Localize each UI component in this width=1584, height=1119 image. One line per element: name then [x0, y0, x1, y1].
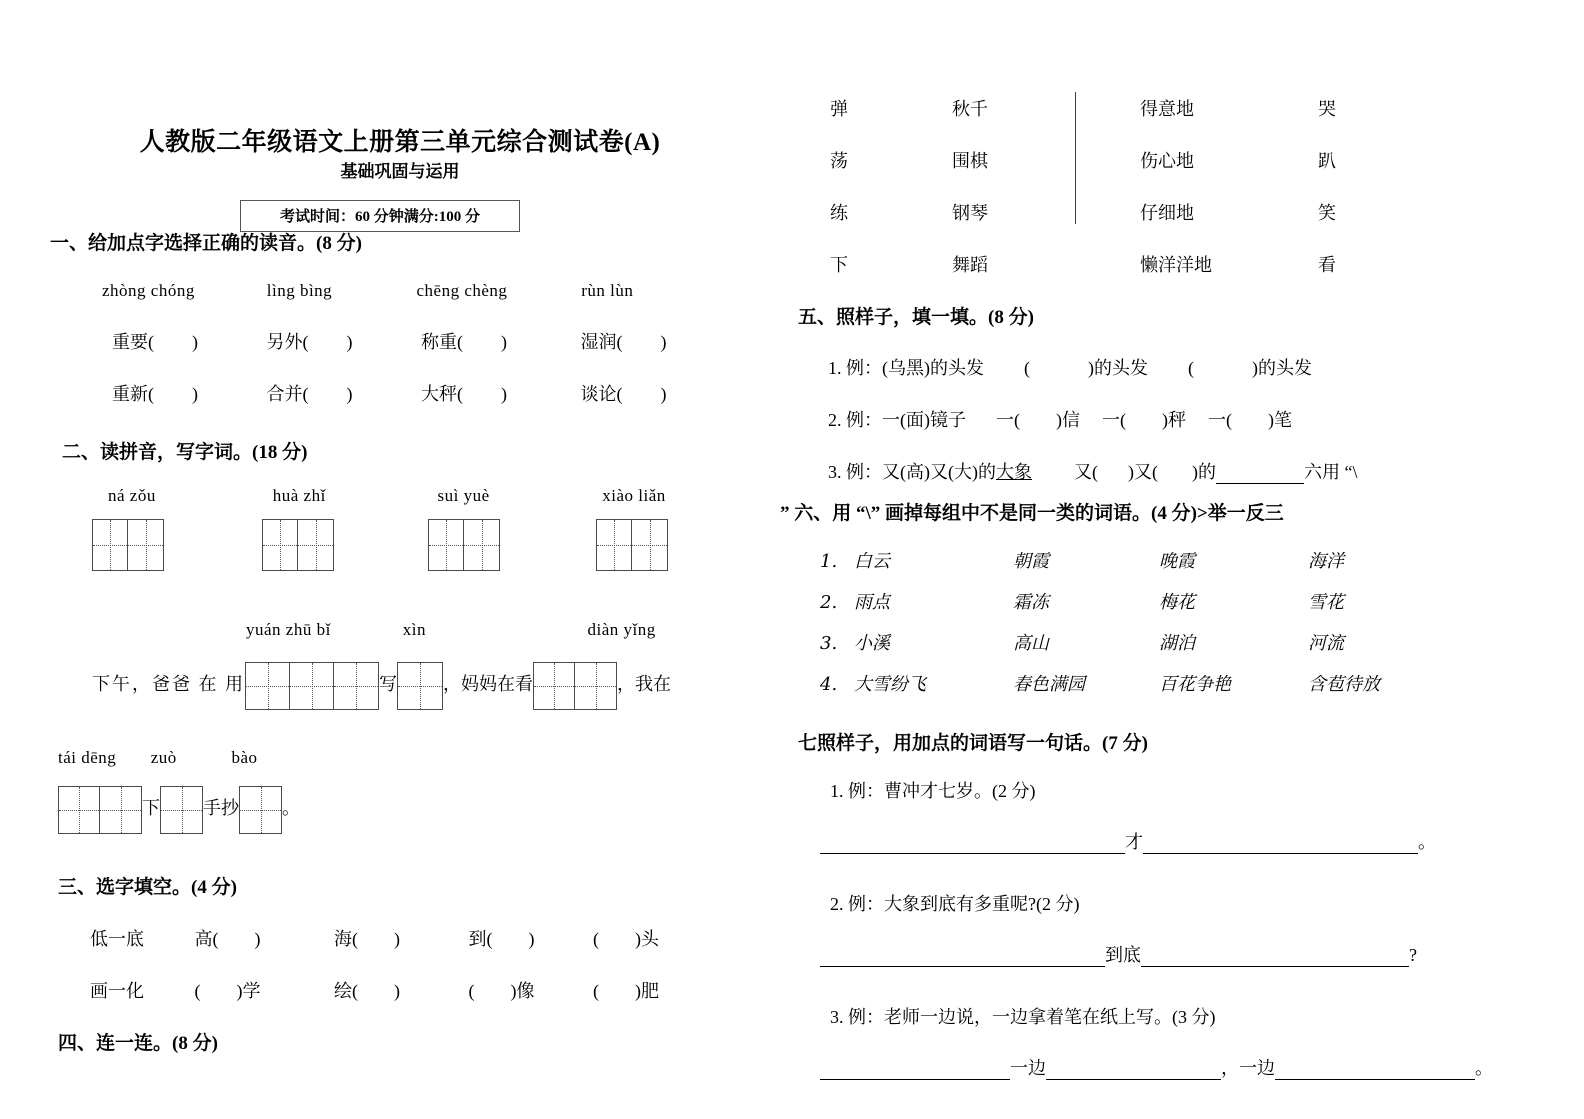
blank-open: (: [593, 929, 599, 949]
blank-open: (: [194, 981, 201, 1001]
answer-paren[interactable]: ): [660, 384, 667, 404]
writing-grid[interactable]: [160, 786, 203, 834]
match-item[interactable]: 秋千: [952, 99, 988, 119]
word-option[interactable]: 霜冻: [1013, 592, 1049, 613]
blank-open: (: [1024, 358, 1030, 378]
writing-grid[interactable]: [397, 662, 443, 710]
grid-cell[interactable]: [334, 663, 378, 709]
blank-close[interactable]: )的头发: [1252, 358, 1312, 378]
answer-blank[interactable]: [820, 947, 1105, 967]
sentence-text: 手抄: [203, 798, 239, 819]
section-7-heading: 七照样子，用加点的词语写一句话。(7 分): [798, 733, 1148, 754]
section-1-pinyin-options: [102, 281, 633, 301]
sentence-text: ，我在: [617, 674, 671, 695]
page-title: 人教版二年级语文上册第三单元综合测试卷(A): [139, 129, 661, 156]
sentence-text: 写: [379, 674, 397, 695]
end-punct: 。: [1475, 1058, 1493, 1078]
writing-grid[interactable]: [428, 519, 500, 571]
blank-close[interactable]: ): [394, 929, 400, 949]
section-2-pinyin-row-3: [58, 748, 258, 768]
grid-cell[interactable]: [575, 663, 616, 709]
grid-cell[interactable]: [263, 520, 298, 570]
answer-paren[interactable]: ): [192, 384, 198, 404]
grid-cell[interactable]: [161, 787, 202, 833]
pinyin-label: yuán zhū bǐ: [246, 620, 331, 639]
blank-close[interactable]: )又(: [1127, 462, 1158, 482]
grid-cell[interactable]: [128, 520, 163, 570]
word-label: 称重(: [421, 332, 463, 352]
match-item[interactable]: 荡: [830, 151, 848, 171]
answer-paren[interactable]: ): [501, 332, 507, 352]
section-1-heading: 一、给加点字选择正确的读音。(8 分): [50, 233, 362, 254]
word-label: 合并(: [266, 384, 309, 404]
grid-cell[interactable]: [597, 520, 632, 570]
blank-open: 海(: [334, 929, 358, 949]
writing-grid[interactable]: [92, 519, 164, 571]
word-option[interactable]: 含苞待放: [1308, 674, 1380, 695]
pinyin-option: chēng chèng: [416, 281, 508, 300]
word-option[interactable]: 河流: [1308, 633, 1344, 654]
pinyin-label: ná zǒu: [108, 486, 156, 505]
blank-close[interactable]: ): [254, 929, 261, 949]
answer-paren[interactable]: ): [660, 332, 667, 352]
pinyin-label: xiào liǎn: [602, 486, 666, 505]
section-5-item-1: [828, 354, 1312, 380]
word-option[interactable]: 雪花: [1308, 592, 1344, 613]
section-3-row-2: [90, 977, 659, 1003]
section-6-heading: ” 六、用 “\” 画掉每组中不是同一类的词语。(4 分)>举一反三: [780, 503, 1284, 524]
blank-close[interactable]: )肥: [635, 981, 659, 1001]
sentence-text: 下: [142, 798, 160, 819]
section-6-row-3: [820, 629, 1344, 655]
item-number: 3. 例：: [830, 1007, 884, 1027]
word-option[interactable]: 雨点: [854, 592, 890, 613]
keyword: 才: [1125, 832, 1143, 852]
pinyin-label: tái dēng: [58, 748, 117, 767]
sentence-text: 。: [282, 798, 300, 819]
writing-grid[interactable]: [262, 519, 334, 571]
word-option[interactable]: 湖泊: [1159, 633, 1195, 654]
item-number: 2. 例：: [828, 410, 882, 430]
section-5-item-3: [828, 458, 1357, 484]
blank-open: 一(: [1102, 410, 1126, 430]
match-right-col-2: [1318, 95, 1336, 303]
word-label: 谈论(: [580, 384, 623, 404]
left-column: [50, 0, 750, 1119]
match-item[interactable]: 懒洋洋地: [1140, 255, 1212, 275]
char-pair: 低一底: [90, 929, 144, 949]
answer-paren[interactable]: ): [192, 332, 198, 352]
keyword: 一边: [1239, 1058, 1275, 1078]
match-item[interactable]: 钢琴: [952, 203, 988, 223]
word-label: 大秤(: [421, 384, 463, 404]
answer-blank[interactable]: [820, 834, 1125, 854]
word-option[interactable]: 小溪: [854, 633, 890, 654]
answer-blank[interactable]: [1046, 1060, 1221, 1080]
word-option[interactable]: 晚霞: [1159, 551, 1195, 572]
item-number: 1.: [820, 551, 838, 572]
word-option[interactable]: 梅花: [1159, 592, 1195, 613]
match-item[interactable]: 仔细地: [1140, 203, 1194, 223]
pinyin-label: suì yuè: [437, 486, 490, 505]
match-item[interactable]: 趴: [1318, 151, 1336, 171]
grid-cell[interactable]: [632, 520, 667, 570]
section-7-item-1-prompt: [830, 777, 1036, 803]
answer-blank[interactable]: [820, 1060, 1010, 1080]
item-number: 2. 例：: [830, 894, 884, 914]
page-subtitle: 基础巩固与运用: [340, 162, 460, 181]
match-item[interactable]: 笑: [1318, 203, 1336, 223]
word-label: 重新(: [112, 384, 154, 404]
blank-open: 一(: [996, 410, 1020, 430]
end-punct: ?: [1409, 945, 1417, 965]
sentence-text: ，妈妈在看: [443, 674, 533, 695]
answer-blank[interactable]: [1143, 834, 1418, 854]
pinyin-option: lìng bìng: [266, 281, 333, 300]
keyword: 到底: [1105, 945, 1141, 965]
end-punct: 。: [1418, 832, 1436, 852]
pinyin-label: diàn yǐng: [587, 620, 656, 639]
match-item[interactable]: 弹: [830, 99, 848, 119]
writing-grid[interactable]: [239, 786, 282, 834]
comma: ，: [1221, 1058, 1239, 1078]
word-label: 重要(: [112, 332, 154, 352]
blank-close[interactable]: ): [528, 929, 535, 949]
blank-close[interactable]: )像: [510, 981, 535, 1001]
item-number: 3.: [820, 633, 838, 654]
word-option[interactable]: 白云: [854, 551, 890, 572]
section-2-sentence-1: [92, 662, 671, 710]
section-6-row-2: [820, 588, 1344, 614]
section-1-row-1: [112, 328, 667, 354]
word-option[interactable]: 春色满园: [1013, 674, 1085, 695]
section-3-row-1: [90, 925, 659, 951]
section-5-heading: 五、照样子，填一填。(8 分): [798, 307, 1034, 328]
grid-cell[interactable]: [429, 520, 464, 570]
matching-divider: [1075, 92, 1076, 224]
grid-cell[interactable]: [464, 520, 499, 570]
example-text: 又(高)又(大)的: [882, 462, 996, 482]
pinyin-label: xìn: [402, 620, 426, 639]
blank-open: 到(: [468, 929, 493, 949]
blank-open: (: [468, 981, 475, 1001]
section-7-item-2-prompt: [830, 890, 1079, 916]
blank-open: (: [593, 981, 599, 1001]
section-3-heading: 三、选字填空。(4 分): [58, 877, 237, 898]
blank-close[interactable]: )笔: [1268, 410, 1292, 430]
blank-open: 又(: [1073, 462, 1098, 482]
example-text: 一(面)镜子: [882, 410, 966, 430]
grid-cell[interactable]: [246, 663, 290, 709]
section-7-item-3-answer: [820, 1054, 1493, 1080]
pinyin-option: zhòng chóng: [102, 281, 195, 300]
section-1-row-2: [112, 380, 667, 406]
grid-cell[interactable]: [290, 663, 334, 709]
pinyin-label: zuò: [150, 748, 177, 767]
match-left-col-1: [830, 95, 848, 303]
word-option[interactable]: 高山: [1013, 633, 1049, 654]
right-column: [780, 0, 1530, 1119]
match-item[interactable]: 伤心地: [1140, 151, 1194, 171]
pinyin-label: huà zhǐ: [272, 486, 326, 505]
blank-close[interactable]: )的头发: [1088, 358, 1148, 378]
match-item[interactable]: 下: [830, 255, 848, 275]
match-item[interactable]: 哭: [1318, 99, 1336, 119]
section-5-item-2: [828, 406, 1292, 432]
section-2-sentence-2: [58, 786, 300, 834]
writing-grid[interactable]: [533, 662, 617, 710]
blank-close[interactable]: )头: [635, 929, 659, 949]
item-number: 4.: [820, 674, 838, 695]
grid-cell[interactable]: [93, 520, 128, 570]
grid-cell[interactable]: [298, 520, 333, 570]
section-2-heading: 二、读拼音，写字词。(18 分): [62, 442, 308, 463]
blank-close[interactable]: )学: [236, 981, 261, 1001]
char-pair: 画一化: [90, 981, 144, 1001]
grid-cell[interactable]: [240, 787, 281, 833]
example-text: 曹冲才七岁。(2 分): [884, 781, 1036, 801]
underlined-word: 大象: [995, 462, 1032, 482]
blank-open: (: [1188, 358, 1194, 378]
item-number: 3. 例：: [828, 462, 882, 482]
blank-close[interactable]: )秤: [1162, 410, 1186, 430]
writing-grid-group-1: [92, 519, 668, 571]
example-text: 大象到底有多重呢?(2 分): [884, 894, 1080, 914]
example-text: (乌黑)的头发: [882, 358, 984, 378]
answer-blank[interactable]: [1141, 947, 1409, 967]
sentence-text: 下午，爸爸 在 用: [92, 674, 245, 695]
blank-open: 绘(: [334, 981, 358, 1001]
blank-open: 高(: [194, 929, 219, 949]
pinyin-label: bào: [231, 748, 258, 767]
section-6-row-1: [820, 547, 1344, 573]
keyword: 一边: [1010, 1058, 1046, 1078]
answer-paren[interactable]: ): [346, 332, 353, 352]
answer-blank[interactable]: [1275, 1060, 1475, 1080]
section-7-item-3-prompt: [830, 1003, 1216, 1029]
word-label: 湿润(: [580, 332, 623, 352]
writing-grid[interactable]: [58, 786, 142, 834]
word-label: 另外(: [266, 332, 309, 352]
blank-open: 一(: [1208, 410, 1232, 430]
answer-paren[interactable]: ): [346, 384, 353, 404]
word-option[interactable]: 大雪纷飞: [854, 674, 926, 695]
match-item[interactable]: 围棋: [952, 151, 988, 171]
word-option[interactable]: 海洋: [1308, 551, 1344, 572]
section-6-row-4: [820, 670, 1380, 696]
exam-info-box: 考试时间：60 分钟满分:100 分: [240, 200, 520, 232]
item-number: 1. 例：: [828, 358, 882, 378]
match-item[interactable]: 看: [1318, 255, 1336, 275]
word-option[interactable]: 朝霞: [1013, 551, 1049, 572]
answer-blank[interactable]: [1216, 464, 1304, 484]
match-item[interactable]: 练: [830, 203, 848, 223]
blank-close[interactable]: )的: [1191, 462, 1216, 482]
section-2-pinyin-row-2: [246, 620, 656, 640]
example-text: 老师一边说，一边拿着笔在纸上写。(3 分): [884, 1007, 1216, 1027]
trailing-text: 六用 “\: [1303, 462, 1358, 482]
section-2-pinyin-row-1: [108, 486, 666, 506]
item-number: 1. 例：: [830, 781, 884, 801]
grid-cell[interactable]: [100, 787, 141, 833]
grid-cell[interactable]: [59, 787, 100, 833]
match-item[interactable]: 得意地: [1140, 99, 1194, 119]
match-right-col-1: [1140, 95, 1212, 303]
blank-close[interactable]: )信: [1056, 410, 1080, 430]
match-left-col-2: [952, 95, 988, 303]
match-item[interactable]: 舞蹈: [952, 255, 988, 275]
section-7-item-1-answer: [820, 828, 1436, 854]
pinyin-option: rùn lùn: [581, 281, 634, 300]
grid-cell[interactable]: [398, 663, 442, 709]
answer-paren[interactable]: ): [501, 384, 507, 404]
writing-grid[interactable]: [245, 662, 379, 710]
word-option[interactable]: 百花争艳: [1159, 674, 1231, 695]
grid-cell[interactable]: [534, 663, 575, 709]
item-number: 2.: [820, 592, 838, 613]
writing-grid[interactable]: [596, 519, 668, 571]
section-4-heading: 四、连一连。(8 分): [58, 1033, 218, 1054]
blank-close[interactable]: ): [394, 981, 400, 1001]
section-7-item-2-answer: [820, 941, 1417, 967]
